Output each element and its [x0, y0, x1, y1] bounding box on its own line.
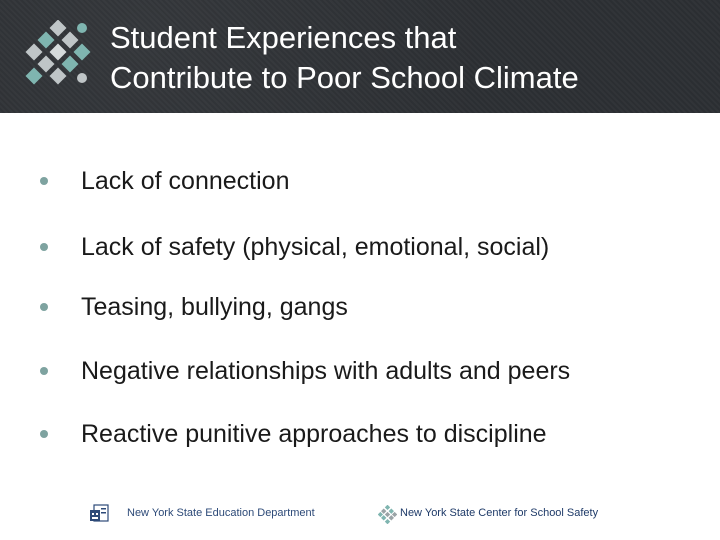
diamond-lattice-logo-icon	[22, 20, 94, 92]
footer-right-label: New York State Center for School Safety	[400, 507, 599, 519]
nysed-seal-icon	[88, 504, 112, 524]
bullet-dot-icon	[40, 430, 48, 438]
bullet-item	[40, 161, 700, 201]
bullet-dot-icon	[40, 303, 48, 311]
bullet-item	[40, 227, 700, 267]
bullet-dot-icon	[40, 367, 48, 375]
bullet-item	[40, 414, 700, 454]
bullet-text: Teasing, bullying, gangs	[81, 293, 348, 321]
slide-title-line-2: Contribute to Poor School Climate	[110, 60, 579, 95]
diamond-lattice-icon	[378, 505, 397, 524]
bullet-dot-icon	[40, 243, 48, 251]
bullet-text: Lack of connection	[81, 167, 290, 195]
title-banner	[0, 0, 720, 113]
bullet-text: Reactive punitive approaches to discipline	[81, 420, 547, 448]
bullet-text: Negative relationships with adults and peers	[81, 357, 571, 385]
bullet-text: Lack of safety (physical, emotional, social)	[81, 233, 550, 261]
bullet-dot-icon	[40, 177, 48, 185]
bullet-item	[40, 351, 700, 391]
slide-title	[110, 18, 579, 98]
footer-left-label: New York State Education Department	[127, 507, 315, 519]
bullet-item	[40, 287, 700, 327]
slide-title-line-1: Student Experiences that	[110, 20, 457, 55]
